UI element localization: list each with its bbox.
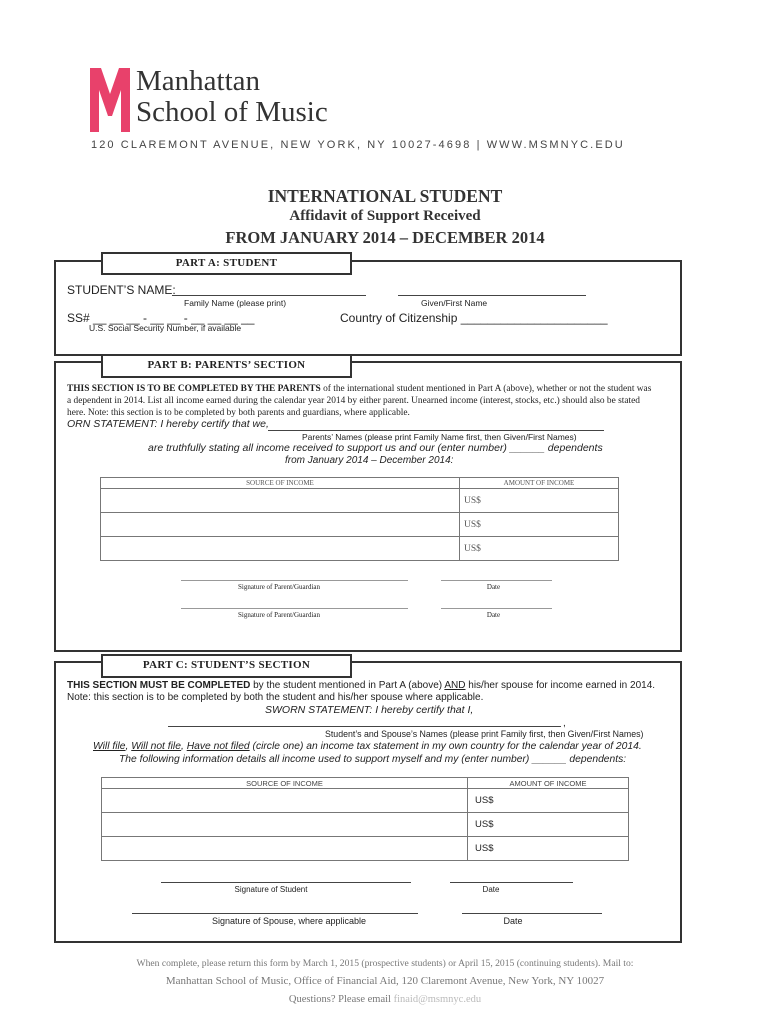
parent-date-line-1[interactable]	[441, 580, 552, 581]
income-amount-cell[interactable]: US$	[468, 789, 629, 813]
income-amount-cell[interactable]: US$	[460, 513, 619, 537]
email-link[interactable]: finaid@msmnyc.edu	[393, 994, 482, 1005]
spouse-date-caption: Date	[503, 916, 523, 926]
parent-signature-line-1[interactable]	[181, 580, 408, 581]
ss-number-field[interactable]: SS# __ __ __ - __ __ - __ __ __ __	[67, 311, 255, 325]
amount-column-header: AMOUNT OF INCOME	[460, 478, 619, 489]
part-c-note: Note: this section is to be completed by both the student and his/her spouse where applicable.	[67, 692, 484, 703]
income-source-cell[interactable]	[101, 537, 460, 561]
family-name-field[interactable]	[172, 295, 366, 296]
given-name-field[interactable]	[398, 295, 586, 296]
income-amount-cell[interactable]: US$	[468, 813, 629, 837]
student-spouse-names-field[interactable]	[168, 726, 561, 727]
income-amount-cell[interactable]: US$	[460, 537, 619, 561]
student-date-caption: Date	[482, 885, 500, 894]
option-will-file[interactable]: Will file	[93, 741, 126, 752]
parents-statement-label: ORN STATEMENT: I hereby certify that we,	[67, 418, 269, 430]
student-income-table	[101, 777, 629, 861]
names-comma: ,	[563, 718, 566, 729]
student-date-line[interactable]	[450, 882, 573, 883]
spouse-signature-caption: Signature of Spouse, where applicable	[211, 916, 367, 926]
form-period: FROM JANUARY 2014 – DECEMBER 2014	[225, 228, 545, 247]
school-address: 120 CLAREMONT AVENUE, NEW YORK, NY 10027-4698 | WWW.MSMNYC.EDU	[91, 139, 625, 151]
parents-names-caption: Parents’ Names (please print Family Name first, then Given/First Names)	[302, 432, 577, 442]
part-a-tab: PART A: STUDENT	[101, 252, 352, 275]
given-name-caption: Given/First Name	[421, 298, 488, 308]
parent-date-line-2[interactable]	[441, 608, 552, 609]
parent-date-caption-2: Date	[486, 611, 501, 619]
student-signature-caption: Signature of Student	[234, 885, 308, 894]
parents-statement-line2: are truthfully stating all income received to support us and our (enter number) ______ dependents	[148, 442, 603, 454]
income-source-cell[interactable]	[102, 837, 468, 861]
parent-signature-caption-2: Signature of Parent/Guardian	[237, 611, 321, 619]
student-spouse-names-caption: Student’s and Spouse’s Names (please print Family first, then Given/First Names)	[325, 729, 644, 739]
income-amount-cell[interactable]: US$	[460, 489, 619, 513]
questions-line: Questions? Please email finaid@msmnyc.edu	[288, 994, 482, 1005]
student-name-label: STUDENT’S NAME:	[67, 283, 176, 297]
tax-filing-statement: Will file, Will not file, Have not filed (circle one) an income tax statement in my own country for the calendar year of 2014.	[93, 741, 642, 752]
student-statement-label: SWORN STATEMENT: I hereby certify that I,	[265, 704, 474, 716]
parent-signature-caption-1: Signature of Parent/Guardian	[237, 583, 321, 591]
form-subtitle: Affidavit of Support Received	[289, 208, 481, 224]
parent-signature-line-2[interactable]	[181, 608, 408, 609]
income-source-cell[interactable]	[102, 789, 468, 813]
part-c-instructions: THIS SECTION MUST BE COMPLETED by the student mentioned in Part A (above) AND his/her spouse for income earned in 2014.	[67, 680, 656, 691]
amount-column-header: AMOUNT OF INCOME	[468, 778, 629, 789]
option-will-not-file[interactable]: Will not file	[131, 741, 181, 752]
source-column-header: SOURCE OF INCOME	[102, 778, 468, 789]
parents-statement-line3: from January 2014 – December 2014:	[285, 455, 454, 466]
return-instructions: When complete, please return this form by March 1, 2015 (prospective students) or April 15, 2015 (continuing students). Mail to:	[136, 958, 634, 969]
parents-income-table	[100, 477, 619, 561]
part-b-instructions: THIS SECTION IS TO BE COMPLETED BY THE PARENTS of the international student mentioned in Part A (above), whether or not the student was a dependent in 2014. List all income earned during the calendar year 2014 by either parent. Unearned income (interest, stocks, etc.) should also be stated here. Note: this section is to be completed by both parents and guardians, where applicable.	[67, 384, 652, 418]
ss-caption: U.S. Social Security Number, if available	[89, 323, 242, 333]
parents-names-field[interactable]	[268, 430, 604, 431]
school-name: Manhattan School of Music	[136, 65, 328, 128]
student-signature-line[interactable]	[161, 882, 411, 883]
spouse-signature-line[interactable]	[132, 913, 418, 914]
income-source-cell[interactable]	[101, 513, 460, 537]
part-c-tab: PART C: STUDENT’S SECTION	[101, 654, 352, 678]
family-name-caption: Family Name (please print)	[184, 298, 287, 308]
dependents-statement: The following information details all income used to support myself and my (enter number) ______ dependents:	[119, 754, 627, 765]
msm-logo-mark	[90, 68, 130, 132]
form-title: INTERNATIONAL STUDENT	[267, 186, 503, 206]
part-b-tab: PART B: PARENTS’ SECTION	[101, 354, 352, 378]
mailing-address: Manhattan School of Music, Office of Financial Aid, 120 Claremont Avenue, New York, NY 10027	[165, 975, 605, 987]
income-amount-cell[interactable]: US$	[468, 837, 629, 861]
income-source-cell[interactable]	[102, 813, 468, 837]
citizenship-field[interactable]: Country of Citizenship ______________________	[340, 311, 608, 325]
income-source-cell[interactable]	[101, 489, 460, 513]
option-have-not-filed[interactable]: Have not filed	[186, 741, 250, 752]
spouse-date-line[interactable]	[462, 913, 602, 914]
parent-date-caption-1: Date	[486, 583, 501, 591]
source-column-header: SOURCE OF INCOME	[101, 478, 460, 489]
